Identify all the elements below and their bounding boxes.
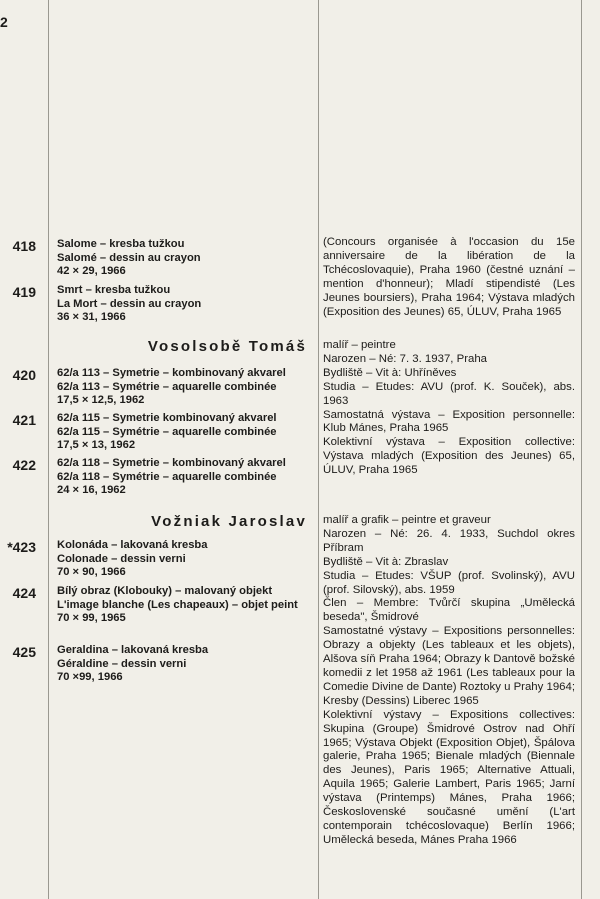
entry-title-fr: Salomé – dessin au crayon — [57, 251, 201, 264]
catalog-entry — [57, 585, 319, 626]
bio-group-exhibition: Kolektivní výstava – Exposition collective: Výstava mladých (Exposition des Jeunes) 65, ÚLUV, Praha 1965 — [323, 436, 575, 477]
entry-title-cz: 62/a 118 – Symetrie – kombinovaný akvarel — [57, 457, 286, 469]
entry-number: 421 — [12, 412, 36, 428]
artist-name: Vožniak Jaroslav — [151, 513, 307, 530]
catalog-entry — [57, 539, 319, 580]
catalog-entry — [57, 367, 319, 408]
bio-birth: Narozen – Né: 7. 3. 1937, Praha — [323, 352, 488, 365]
bio-residence: Bydliště – Vit à: Zbraslav — [323, 555, 449, 568]
entry-number: 425 — [12, 644, 36, 660]
column-rule-left — [48, 0, 49, 899]
entry-title-fr: 62/a 113 – Symétrie – aquarelle combinée — [57, 380, 277, 393]
bio-group-exhibitions: Kolektivní výstavy – Expositions collectives: Skupina (Groupe) Šmidrové Ostrov nad Ohří 1965; Výstava Objekt (Exposition Objet), Špálova galerie, Praha 1965; Bienale mladých (Biennale des Jeunes), Paris 1965; Alternative Attuali, Aquila 1965; Galerie Lambert, Paris 1965; Jarní výstava (Printemps) Mánes, Praha 1966; Československé současné umění (L'art contemporain tchécoslovaque) Berlín 1966; Umělecká beseda, Mánes Praha 1966 — [323, 708, 575, 846]
bio-residence: Bydliště – Vit à: Uhříněves — [323, 366, 457, 379]
catalog-entry — [57, 238, 319, 279]
entry-dimensions: 70 × 90, 1966 — [57, 566, 126, 579]
entry-title-cz: Smrt – kresba tužkou — [57, 284, 171, 296]
bio-vozniak — [323, 514, 575, 848]
artist-name: Vosolsobě Tomáš — [147, 338, 307, 355]
entry-title-fr: Colonade – dessin verni — [57, 552, 186, 565]
bio-studies: Studia – Etudes: VŠUP (prof. Svolinský), AVU (prof. Silovský), abs. 1959 — [323, 569, 575, 596]
entry-number: 424 — [12, 585, 36, 601]
entry-number: *423 — [7, 539, 36, 555]
bio-vosolsobe — [323, 339, 575, 478]
page-number: 2 — [0, 14, 8, 30]
bio-membership: Člen – Membre: Tvůrčí skupina „Umělecká beseda", Šmidrové — [323, 597, 575, 624]
entry-title-fr: L'image blanche (Les chapeaux) – objet peint — [57, 598, 298, 611]
entry-title-cz: Geraldina – lakovaná kresba — [57, 644, 209, 656]
bio-continuation — [323, 236, 575, 319]
entry-title-cz: Salome – kresba tužkou — [57, 238, 185, 250]
entry-dimensions: 17,5 × 12,5, 1962 — [57, 394, 145, 407]
bio-solo-exhibitions: Samostatné výstavy – Expositions personnelles: Obrazy a objekty (Les tableaux et les objets), Alšova síň Praha 1964; Obrazy k Dantově božské komedii z let 1958 až 1961 (Les tableaux pour la Comedie Divine de Dante) Roztoky u Prahy 1964; Kresby (Dessins) Liberec 1965 — [323, 625, 575, 707]
entry-dimensions: 36 × 31, 1966 — [57, 311, 126, 324]
bio-profession: malíř a grafik – peintre et graveur — [323, 514, 491, 526]
entry-number: 418 — [12, 238, 36, 254]
catalog-entry — [57, 412, 319, 453]
entry-number: 420 — [12, 367, 36, 383]
catalog-entry — [57, 457, 319, 498]
entry-title-fr: La Mort – dessin au crayon — [57, 297, 202, 310]
entry-number: 422 — [12, 457, 36, 473]
catalog-entry — [57, 644, 319, 685]
entry-title-cz: 62/a 115 – Symetrie kombinovaný akvarel — [57, 412, 277, 424]
column-rule-right — [581, 0, 582, 899]
entry-dimensions: 24 × 16, 1962 — [57, 484, 126, 497]
entry-title-cz: Kolonáda – lakovaná kresba — [57, 539, 208, 551]
entry-title-cz: Bílý obraz (Klobouky) – malovaný objekt — [57, 585, 273, 597]
bio-profession: malíř – peintre — [323, 339, 396, 351]
entry-title-fr: Géraldine – dessin verni — [57, 657, 187, 670]
entry-title-fr: 62/a 115 – Symétrie – aquarelle combinée — [57, 425, 277, 438]
catalog-entry — [57, 284, 319, 325]
entry-dimensions: 42 × 29, 1966 — [57, 265, 126, 278]
entry-number: 419 — [12, 284, 36, 300]
entry-title-fr: 62/a 118 – Symétrie – aquarelle combinée — [57, 470, 277, 483]
entry-dimensions: 17,5 × 13, 1962 — [57, 439, 136, 452]
bio-text: (Concours organisée à l'occasion du 15e anniversaire de la libération de la Tchécoslovaquie), Praha 1960 (čestné uznání – mention d'honneur); Mladí stipendisté (Les Jeunes boursiers), Praha 1964; Výstava mladých (Exposition des Jeunes) 65, ÚLUV, Praha 1965 — [323, 236, 575, 318]
bio-birth: Narozen – Né: 26. 4. 1933, Suchdol okres Příbram — [323, 527, 575, 554]
bio-solo-exhibition: Samostatná výstava – Exposition personnelle: Klub Mánes, Praha 1965 — [323, 408, 575, 435]
entry-dimensions: 70 × 99, 1965 — [57, 612, 126, 625]
bio-studies: Studia – Etudes: AVU (prof. K. Souček), abs. 1963 — [323, 380, 575, 407]
entry-dimensions: 70 ×99, 1966 — [57, 671, 123, 684]
entry-title-cz: 62/a 113 – Symetrie – kombinovaný akvarel — [57, 367, 286, 379]
